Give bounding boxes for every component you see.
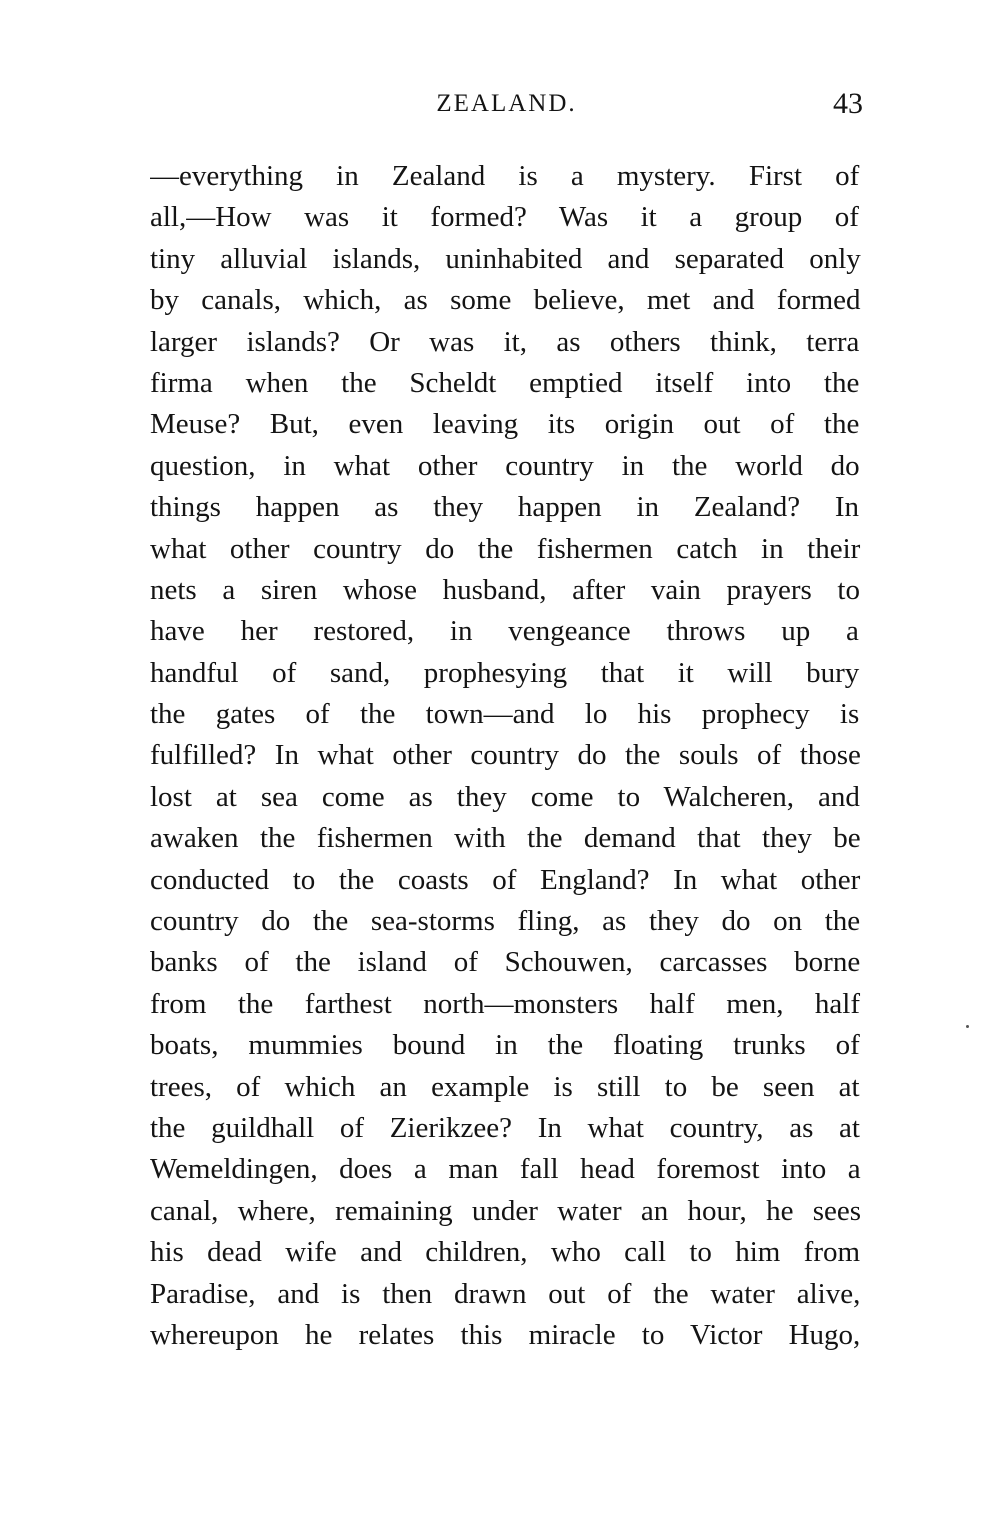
text-line: larger islands? Or was it, as others think, terra <box>150 325 860 358</box>
text-line: Wemeldingen, does a man fall head foremost into a <box>150 1153 861 1186</box>
text-line: the guildhall of Zierikzee? In what country, as at <box>150 1111 860 1144</box>
text-line: tiny alluvial islands, uninhabited and separated only <box>150 242 861 275</box>
text-line: firma when the Scheldt emptied itself into the <box>150 366 860 399</box>
text-line: banks of the island of Schouwen, carcasses borne <box>150 946 861 979</box>
running-title: ZEALAND. <box>436 90 577 117</box>
text-line: lost at sea come as they come to Walcheren, and <box>150 780 860 813</box>
text-line: conducted to the coasts of England? In what other <box>150 863 861 896</box>
text-line: —everything in Zealand is a mystery. First of <box>150 160 860 192</box>
text-line: canal, where, remaining under water an hour, he sees <box>150 1194 862 1227</box>
text-line: question, in what other country in the world do <box>150 449 860 482</box>
text-line: fulfilled? In what other country do the souls of those <box>150 739 861 772</box>
text-line: Paradise, and is then drawn out of the water alive, <box>150 1277 861 1310</box>
text-line: his dead wife and children, who call to him from <box>150 1236 861 1269</box>
text-line: the gates of the town—and lo his prophecy is <box>150 698 860 731</box>
body-text <box>150 156 863 1356</box>
text-line: all,—How was it formed? Was it a group of <box>150 201 859 234</box>
text-line: country do the sea-storms fling, as they do on the <box>150 905 861 938</box>
text-line: whereupon he relates this miracle to Victor Hugo, <box>150 1318 861 1351</box>
text-line: nets a siren whose husband, after vain prayers to <box>150 573 860 606</box>
paper-speck <box>966 1025 969 1028</box>
text-line: boats, mummies bound in the floating trunks of <box>150 1029 860 1062</box>
running-head <box>150 84 863 124</box>
text-line: have her restored, in vengeance throws up a <box>150 615 859 648</box>
text-line: awaken the fishermen with the demand that they be <box>150 822 861 855</box>
text-line: from the farthest north—monsters half men, half <box>150 987 861 1020</box>
text-line: trees, of which an example is still to be seen at <box>150 1070 860 1103</box>
text-line: Meuse? But, even leaving its origin out of the <box>150 408 860 441</box>
page-number: 43 <box>833 87 863 120</box>
text-line: by canals, which, as some believe, met and formed <box>150 284 861 317</box>
text-line: what other country do the fishermen catch in their <box>150 532 861 565</box>
text-line: handful of sand, prophesying that it will bury <box>150 656 860 689</box>
text-line: things happen as they happen in Zealand? In <box>150 491 860 524</box>
